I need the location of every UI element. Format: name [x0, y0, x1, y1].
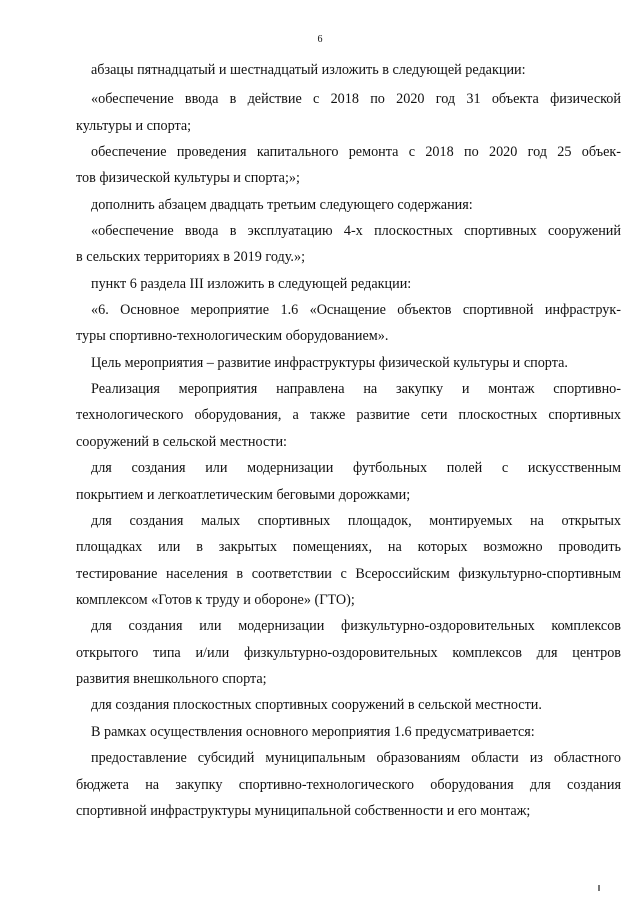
text-line: покрытием и легкоатлетическим беговыми дорожками;	[76, 487, 411, 503]
scan-mark	[598, 885, 600, 891]
text-line: обеспечение проведения капитального ремонта с 2018 по 2020 год 25 объек-	[91, 144, 621, 160]
text-line: В рамках осуществления основного мероприятия 1.6 предусматривается:	[91, 724, 535, 740]
text-line: пункт 6 раздела III изложить в следующей редакции:	[91, 276, 412, 292]
text-line: Реализация мероприятия направлена на закупку и монтаж спортивно-	[91, 381, 621, 397]
text-line: «обеспечение ввода в действие с 2018 по 2020 год 31 объекта физической	[91, 91, 621, 107]
text-line: Цель мероприятия – развитие инфраструктуры физической культуры и спорта.	[91, 355, 568, 371]
text-line: абзацы пятнадцатый и шестнадцатый изложить в следующей редакции:	[91, 62, 526, 78]
text-line: предоставление субсидий муниципальным образованиям области из областного	[91, 750, 621, 766]
text-line: для создания малых спортивных площадок, монтируемых на открытых	[91, 513, 621, 529]
text-line: дополнить абзацем двадцать третьим следующего содержания:	[91, 197, 473, 213]
text-line: «обеспечение ввода в эксплуатацию 4-х плоскостных спортивных сооружений	[91, 223, 621, 239]
text-line: комплексом «Готов к труду и обороне» (ГТО);	[76, 592, 355, 608]
text-line: развития внешкольного спорта;	[76, 671, 267, 687]
text-line: спортивной инфраструктуры муниципальной собственности и его монтаж;	[76, 803, 531, 819]
text-line: тестирование населения в соответствии с Всероссийским физкультурно-спортивным	[76, 566, 621, 582]
text-line: «6. Основное мероприятие 1.6 «Оснащение объектов спортивной инфраструк-	[91, 302, 621, 318]
page-number: 6	[317, 34, 323, 45]
text-line: площадках или в закрытых помещениях, на которых возможно проводить	[76, 539, 621, 555]
text-line: технологического оборудования, а также развитие сети плоскостных спортивных	[76, 407, 621, 423]
text-line: открытого типа и/или физкультурно-оздоровительных комплексов для центров	[76, 645, 621, 661]
text-line: бюджета на закупку спортивно-технологического оборудования для создания	[76, 777, 621, 793]
text-line: культуры и спорта;	[76, 118, 192, 134]
text-line: туры спортивно-технологическим оборудованием».	[76, 328, 389, 344]
text-line: для создания или модернизации физкультурно-оздоровительных комплексов	[91, 618, 621, 634]
text-line: для создания плоскостных спортивных сооружений в сельской местности.	[91, 697, 542, 713]
text-line: сооружений в сельской местности:	[76, 434, 287, 450]
text-line: тов физической культуры и спорта;»;	[76, 170, 300, 186]
text-line: в сельских территориях в 2019 году.»;	[76, 249, 306, 265]
text-line: для создания или модернизации футбольных полей с искусственным	[91, 460, 621, 476]
